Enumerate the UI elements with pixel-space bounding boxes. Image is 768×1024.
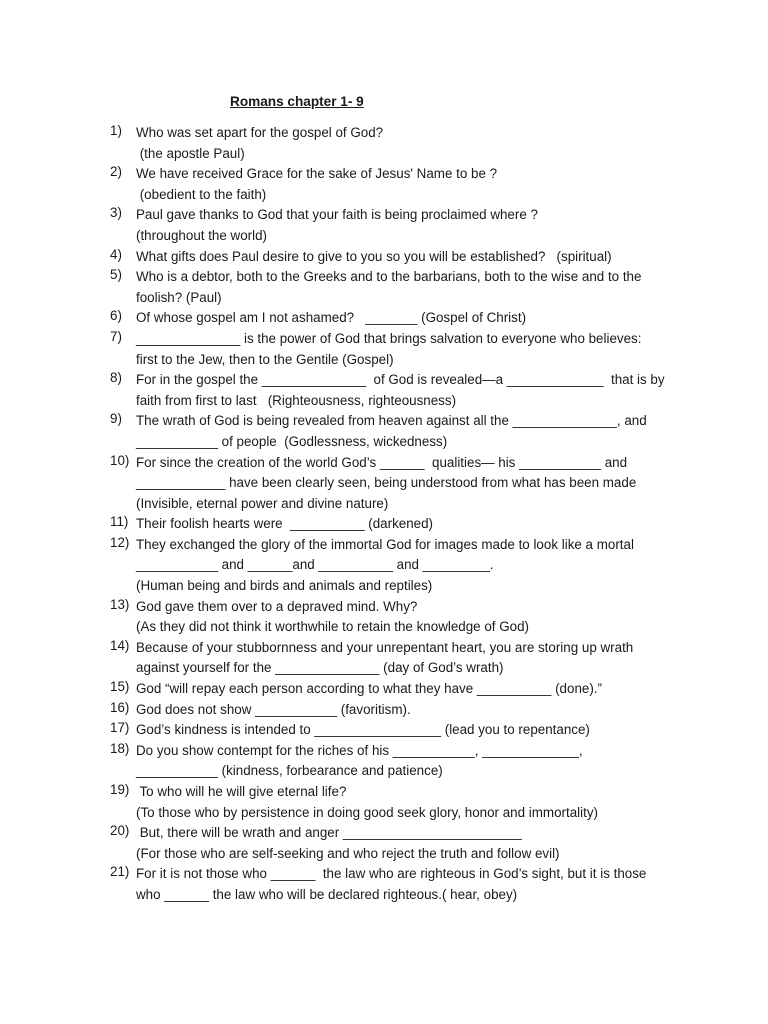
page-title: Romans chapter 1- 9	[230, 94, 364, 109]
question-continuation: ____________ have been clearly seen, being understood from what has been made	[136, 475, 637, 491]
question-item	[0, 700, 768, 721]
question-number: 11)	[110, 514, 129, 530]
question-text: Who is a debtor, both to the Greeks and to the barbarians, both to the wise and to the	[136, 269, 642, 285]
question-text: For since the creation of the world God’s ______ qualities— his ___________ and	[136, 454, 628, 470]
question-continuation: (To those who by persistence in doing good seek glory, honor and immortality)	[136, 804, 598, 820]
question-item	[0, 329, 768, 370]
question-item	[0, 864, 768, 905]
question-continuation: (the apostle Paul)	[136, 145, 245, 161]
question-item	[0, 370, 768, 411]
question-number: 21)	[110, 864, 130, 880]
question-text: What gifts does Paul desire to give to you so you will be established? (spiritual)	[136, 248, 612, 264]
question-item	[0, 782, 768, 823]
question-number: 12)	[110, 534, 130, 550]
question-text: For it is not those who ______ the law who are righteous in God’s sight, but it is those	[136, 866, 647, 882]
question-item	[0, 720, 768, 741]
question-number: 3)	[110, 205, 122, 221]
question-item	[0, 514, 768, 535]
question-number: 15)	[110, 679, 130, 695]
question-item	[0, 823, 768, 864]
question-text: But, there will be wrath and anger ________________________	[136, 825, 522, 841]
question-number: 4)	[110, 246, 122, 262]
question-item	[0, 267, 768, 308]
question-item	[0, 597, 768, 638]
question-item	[0, 638, 768, 679]
question-continuation: (Human being and birds and animals and reptiles)	[136, 578, 433, 594]
question-item	[0, 535, 768, 597]
question-item	[0, 205, 768, 246]
question-number: 1)	[110, 123, 122, 138]
question-continuation: (obedient to the faith)	[136, 186, 267, 202]
question-number: 19)	[110, 782, 130, 797]
question-item	[0, 411, 768, 452]
question-text: Do you show contempt for the riches of his ___________, _____________,	[136, 742, 583, 758]
question-text: Of whose gospel am I not ashamed? _______ (Gospel of Christ)	[136, 310, 527, 326]
question-number: 14)	[110, 637, 130, 653]
question-text: For in the gospel the ______________ of God is revealed—a _____________ that is by	[136, 372, 665, 388]
question-continuation: ___________ and ______and __________ and _________.	[136, 557, 494, 573]
question-text: To who will he will give eternal life?	[136, 784, 347, 799]
question-text: Who was set apart for the gospel of God?	[136, 125, 384, 140]
question-number: 18)	[110, 740, 130, 756]
question-number: 7)	[110, 328, 122, 344]
question-number: 16)	[110, 699, 130, 715]
question-text: They exchanged the glory of the immortal God for images made to look like a mortal	[136, 536, 634, 552]
question-continuation: foolish? (Paul)	[136, 289, 222, 305]
question-continuation: against yourself for the ______________ (day of God’s wrath)	[136, 660, 504, 676]
question-number: 10)	[110, 452, 130, 468]
question-continuation: (As they did not think it worthwhile to retain the knowledge of God)	[136, 619, 530, 635]
question-continuation: ___________ (kindness, forbearance and patience)	[136, 763, 443, 779]
question-text: The wrath of God is being revealed from heaven against all the ______________, and	[136, 413, 647, 429]
question-item	[0, 679, 768, 700]
question-continuation: faith from first to last (Righteousness, righteousness)	[136, 392, 457, 408]
question-continuation: first to the Jew, then to the Gentile (Gospel)	[136, 351, 394, 367]
question-text: Their foolish hearts were __________ (darkened)	[136, 516, 434, 532]
question-text: ______________ is the power of God that brings salvation to everyone who believes:	[136, 330, 642, 346]
question-text: Paul gave thanks to God that your faith is being proclaimed where ?	[136, 207, 538, 223]
question-continuation: (Invisible, eternal power and divine nature)	[136, 495, 389, 511]
question-continuation: (throughout the world)	[136, 227, 268, 243]
question-number: 9)	[110, 411, 122, 427]
question-number: 13)	[110, 596, 130, 612]
question-item	[0, 123, 768, 164]
question-continuation: ___________ of people (Godlessness, wickedness)	[136, 433, 448, 449]
question-list	[0, 123, 768, 906]
question-number: 5)	[110, 267, 122, 283]
question-item	[0, 164, 768, 205]
question-number: 20)	[110, 823, 130, 839]
question-text: We have received Grace for the sake of Jesus' Name to be ?	[136, 166, 498, 182]
question-text: God gave them over to a depraved mind. Why?	[136, 598, 418, 614]
question-item	[0, 247, 768, 268]
question-continuation: (For those who are self-seeking and who reject the truth and follow evil)	[136, 845, 560, 861]
question-number: 6)	[110, 308, 122, 324]
question-item	[0, 453, 768, 515]
question-number: 2)	[110, 164, 122, 180]
question-continuation: who ______ the law who will be declared righteous.( hear, obey)	[136, 886, 518, 902]
question-text: God “will repay each person according to what they have __________ (done).”	[136, 681, 602, 697]
question-item	[0, 741, 768, 782]
question-number: 8)	[110, 370, 122, 386]
question-text: Because of your stubbornness and your unrepentant heart, you are storing up wrath	[136, 639, 634, 655]
question-text: God does not show ___________ (favoritism).	[136, 701, 411, 717]
question-item	[0, 308, 768, 329]
question-text: God’s kindness is intended to _________________ (lead you to repentance)	[136, 722, 590, 738]
question-number: 17)	[110, 720, 130, 736]
